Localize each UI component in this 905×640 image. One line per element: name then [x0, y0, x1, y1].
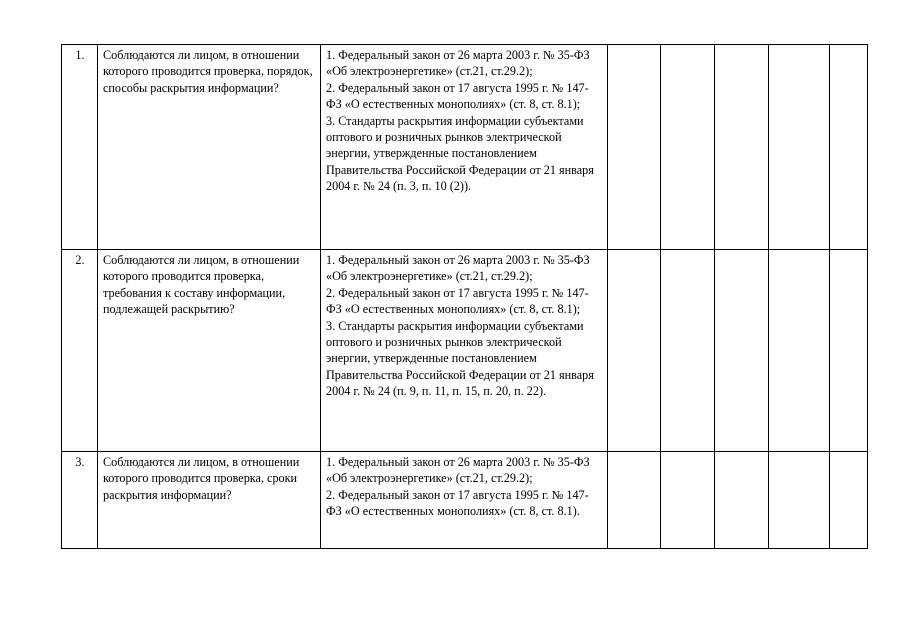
checklist-table	[61, 44, 868, 549]
legal-ref: 1. Федеральный закон от 26 марта 2003 г. № 35-ФЗ «Об электроэнергетике» (ст.21, ст.29.2);	[326, 253, 590, 284]
legal-ref: 3. Стандарты раскрытия информации субъектами оптового и розничных рынков электрической энергии, утвержденные постановлением Правительства Российской Федерации от 21 января 2004 г. № 24 (п. 9, п. 11, п. 15, п. 20, п. 22).	[326, 318, 594, 399]
answer-cell[interactable]	[830, 45, 868, 250]
answer-cell[interactable]	[769, 250, 830, 452]
question-text: Соблюдаются ли лицом, в отношении которого проводится проверка, сроки раскрытия информации?	[98, 452, 321, 549]
answer-cell[interactable]	[715, 452, 769, 549]
answer-cell[interactable]	[608, 452, 661, 549]
answer-cell[interactable]	[715, 250, 769, 452]
legal-ref: 3. Стандарты раскрытия информации субъектами оптового и розничных рынков электрической энергии, утвержденные постановлением Правительства Российской Федерации от 21 января 2004 г. № 24 (п. 3, п. 10 (2)).	[326, 113, 594, 194]
answer-cell[interactable]	[608, 250, 661, 452]
answer-cell[interactable]	[661, 45, 715, 250]
legal-ref: 2. Федеральный закон от 17 августа 1995 г. № 147-ФЗ «О естественных монополиях» (ст. 8, ст. 8.1).	[326, 487, 589, 519]
answer-cell[interactable]	[661, 452, 715, 549]
question-text: Соблюдаются ли лицом, в отношении которого проводится проверка, порядок, способы раскрытия информации?	[98, 45, 321, 250]
answer-cell[interactable]	[830, 250, 868, 452]
legal-ref: 2. Федеральный закон от 17 августа 1995 г. № 147-ФЗ «О естественных монополиях» (ст. 8, ст. 8.1);	[326, 80, 589, 112]
legal-ref: 2. Федеральный закон от 17 августа 1995 г. № 147-ФЗ «О естественных монополиях» (ст. 8, ст. 8.1);	[326, 285, 589, 317]
table-row	[62, 45, 868, 250]
answer-cell[interactable]	[608, 45, 661, 250]
answer-cell[interactable]	[769, 45, 830, 250]
answer-cell[interactable]	[830, 452, 868, 549]
row-number: 2.	[62, 250, 98, 452]
legal-references	[321, 45, 608, 250]
table-row	[62, 250, 868, 452]
question-text: Соблюдаются ли лицом, в отношении которого проводится проверка, требования к составу информации, подлежащей раскрытию?	[98, 250, 321, 452]
legal-references	[321, 452, 608, 549]
answer-cell[interactable]	[769, 452, 830, 549]
legal-ref: 1. Федеральный закон от 26 марта 2003 г. № 35-ФЗ «Об электроэнергетике» (ст.21, ст.29.2);	[326, 48, 590, 79]
legal-references	[321, 250, 608, 452]
checklist-body	[62, 45, 868, 549]
table-row	[62, 452, 868, 549]
row-number: 1.	[62, 45, 98, 250]
legal-ref: 1. Федеральный закон от 26 марта 2003 г. № 35-ФЗ «Об электроэнергетике» (ст.21, ст.29.2);	[326, 455, 590, 486]
answer-cell[interactable]	[715, 45, 769, 250]
row-number: 3.	[62, 452, 98, 549]
answer-cell[interactable]	[661, 250, 715, 452]
